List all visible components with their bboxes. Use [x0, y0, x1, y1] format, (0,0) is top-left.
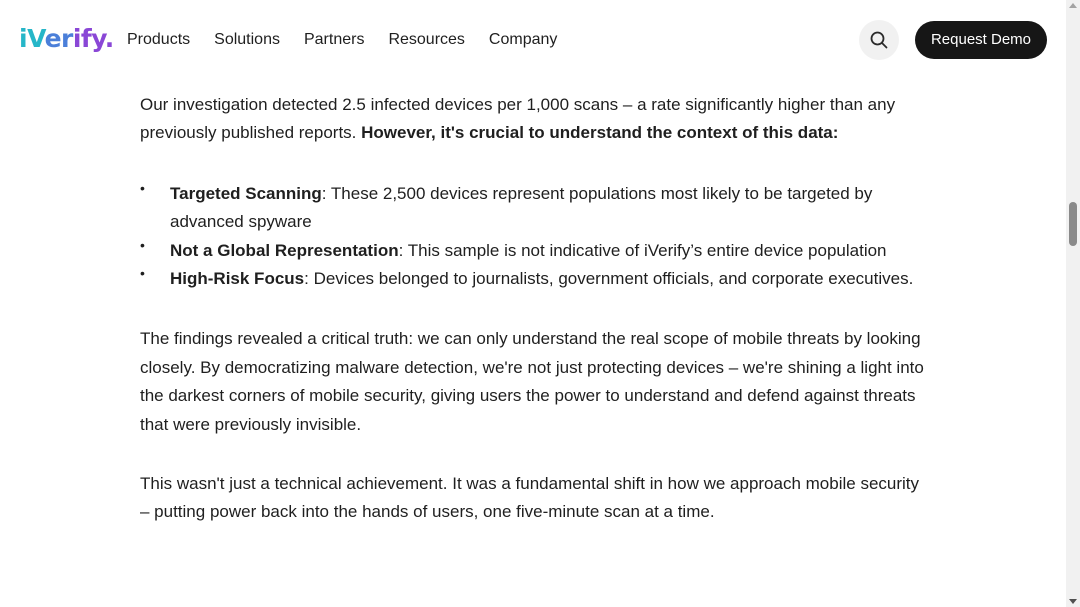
page-scrollbar[interactable]: [1066, 0, 1080, 607]
nav-item-company[interactable]: Company: [488, 31, 558, 48]
list-item-text: : Devices belonged to journalists, government officials, and corporate executives.: [304, 269, 914, 289]
logo-part-er: er: [44, 24, 73, 53]
bullet-icon: •: [140, 236, 145, 253]
iverify-logo[interactable]: [19, 22, 114, 56]
scroll-down-arrow-icon[interactable]: [1069, 599, 1077, 604]
list-item: [140, 237, 930, 265]
nav-item-products[interactable]: Products: [127, 31, 191, 48]
list-item-title: High-Risk Focus: [170, 269, 305, 289]
list-item-title: Not a Global Representation: [170, 240, 399, 260]
list-item-title: Targeted Scanning: [170, 183, 322, 203]
logo-part-ify: ify.: [72, 24, 114, 53]
paragraph-findings: The findings revealed a critical truth: we can only understand the real scope of mobile threats by looking closely. By democratizing malware detection, we're not just protecting devices – we're shining a light into the darkest corners of mobile security, giving users the power to understand and defend against threats that were previously invisible.: [140, 329, 924, 434]
main-nav: [127, 28, 581, 52]
scroll-thumb[interactable]: [1069, 202, 1077, 246]
bullet-icon: •: [140, 265, 145, 282]
search-button[interactable]: [859, 20, 899, 60]
article-body: [140, 91, 930, 527]
site-header: [0, 0, 1066, 80]
scroll-up-arrow-icon[interactable]: [1069, 3, 1077, 8]
list-item-text: : This sample is not indicative of iVerify’s entire device population: [398, 240, 887, 260]
nav-item-resources[interactable]: Resources: [388, 31, 465, 48]
search-icon: [869, 30, 889, 50]
nav-item-solutions[interactable]: Solutions: [214, 31, 280, 48]
list-item-text: : These 2,500 devices represent populations most likely to be targeted by advanced spyware: [170, 183, 873, 232]
list-item: [140, 265, 930, 293]
findings-list: [140, 180, 930, 294]
bullet-icon: •: [140, 179, 145, 196]
logo-part-iv: iV: [19, 24, 45, 53]
paragraph-context-text: Our investigation detected 2.5 infected devices per 1,000 scans – a rate significantly higher than any previously published reports.: [140, 95, 896, 143]
paragraph-context-bold: However, it's crucial to understand the context of this data:: [361, 123, 839, 143]
paragraph-conclusion: This wasn't just a technical achievement. It was a fundamental shift in how we approach mobile security – putting power back into the hands of users, one five-minute scan at a time.: [140, 474, 920, 522]
paragraph-context: [140, 91, 930, 148]
list-item: [140, 180, 930, 237]
nav-item-partners[interactable]: Partners: [303, 31, 365, 48]
request-demo-button[interactable]: Request Demo: [915, 21, 1047, 59]
